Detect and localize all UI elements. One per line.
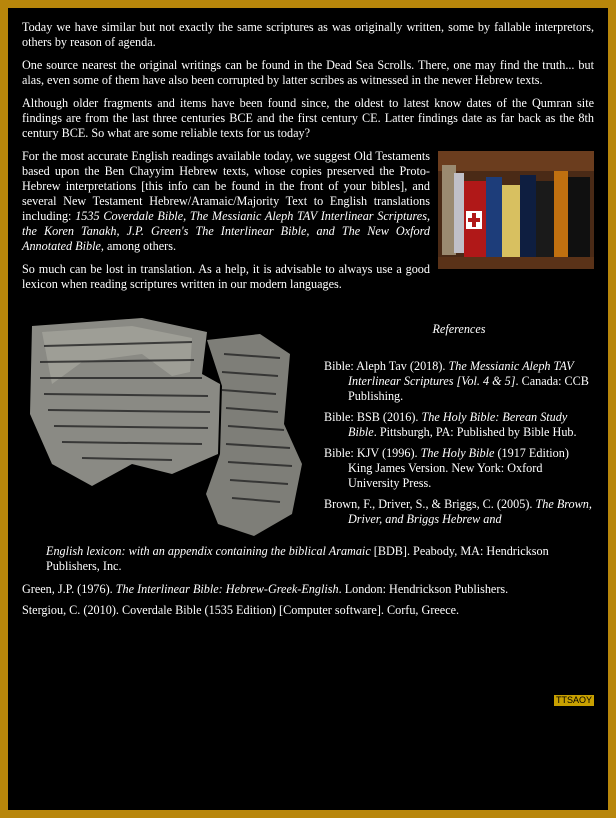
reference-coverdale: Stergiou, C. (2010). Coverdale Bible (1535 Edition) [Computer software]. Corfu, Greece. [22,603,460,617]
reference-aleph-tav: Bible: Aleph Tav (2018). The Messianic Aleph TAV Interlinear Scriptures [Vol. 4 & 5]. Canada: CCB Publishing. [324,359,589,403]
paragraph-qumran-dates: Although older fragments and items have been found since, the oldest to latest know dates of the Qumran site findings are from the last three centuries BCE and the first century CE. Latter findings date as far back as the 8th century BCE. So what are some reliable texts for us today? [22,96,594,140]
recommend-text: For the most accurate English readings available today, we suggest Old Testaments based upon the Ben Chayyim Hebrew texts, whose copies preserved the Proto-Hebrew interpretations [this info can be found in the front of your bibles], and several New Testament Hebrew/Aramaic/Majority Text to English translations including: [22,149,430,223]
page-frame [8,8,608,810]
lower-section [22,314,594,617]
reference-bdb-start: Brown, F., Driver, S., & Briggs, C. (2005). The Brown, Driver, and Briggs Hebrew and [324,497,592,526]
reference-green: Green, J.P. (1976). The Interlinear Bible: Hebrew-Greek-English. London: Hendrickson Publishers. [22,582,509,596]
paragraph-lexicon-advice: So much can be lost in translation. As a help, it is advisable to always use a good lexicon when reading scriptures written in our modern languages. [22,262,430,291]
reference-bsb: Bible: BSB (2016). The Holy Bible: Berean Study Bible. Pittsburgh, PA: Published by Bible Hub. [324,410,577,439]
paragraph-dead-sea-scrolls: One source nearest the original writings can be found in the Dead Sea Scrolls. There, one may find the truth... but alas, even some of them have also been corrupted by latter scribes as witnessed in the newer Hebrew texts. [22,58,594,87]
recommend-end: , among others. [100,239,177,253]
references-wide [22,544,594,624]
references-column [324,314,594,527]
signature-badge: TTSAOY [555,695,592,705]
references-heading: References [432,322,486,336]
bookshelf-image [438,151,594,269]
recommend-titles: 1535 Coverdale Bible, The Messianic Aleph TAV Interlinear Scriptures, the Koren Tanakh, J.P. Green's The Interlinear Bible, and The New Oxford Annotated Bible [22,209,430,253]
reference-kjv: Bible: KJV (1996). The Holy Bible (1917 Edition) King James Version. New York: Oxford University Press. [324,446,569,490]
dead-sea-scroll-image [22,314,312,544]
bibles-photo [438,151,594,269]
paragraph-intro: Today we have similar but not exactly the same scriptures as was originally written, some by fallable interpretors, others by reason of agenda. [22,20,594,49]
reference-bdb-continued: English lexicon: with an appendix containing the biblical Aramaic [BDB]. Peabody, MA: Hendrickson Publishers, Inc. [46,544,549,573]
article-body [22,20,594,617]
